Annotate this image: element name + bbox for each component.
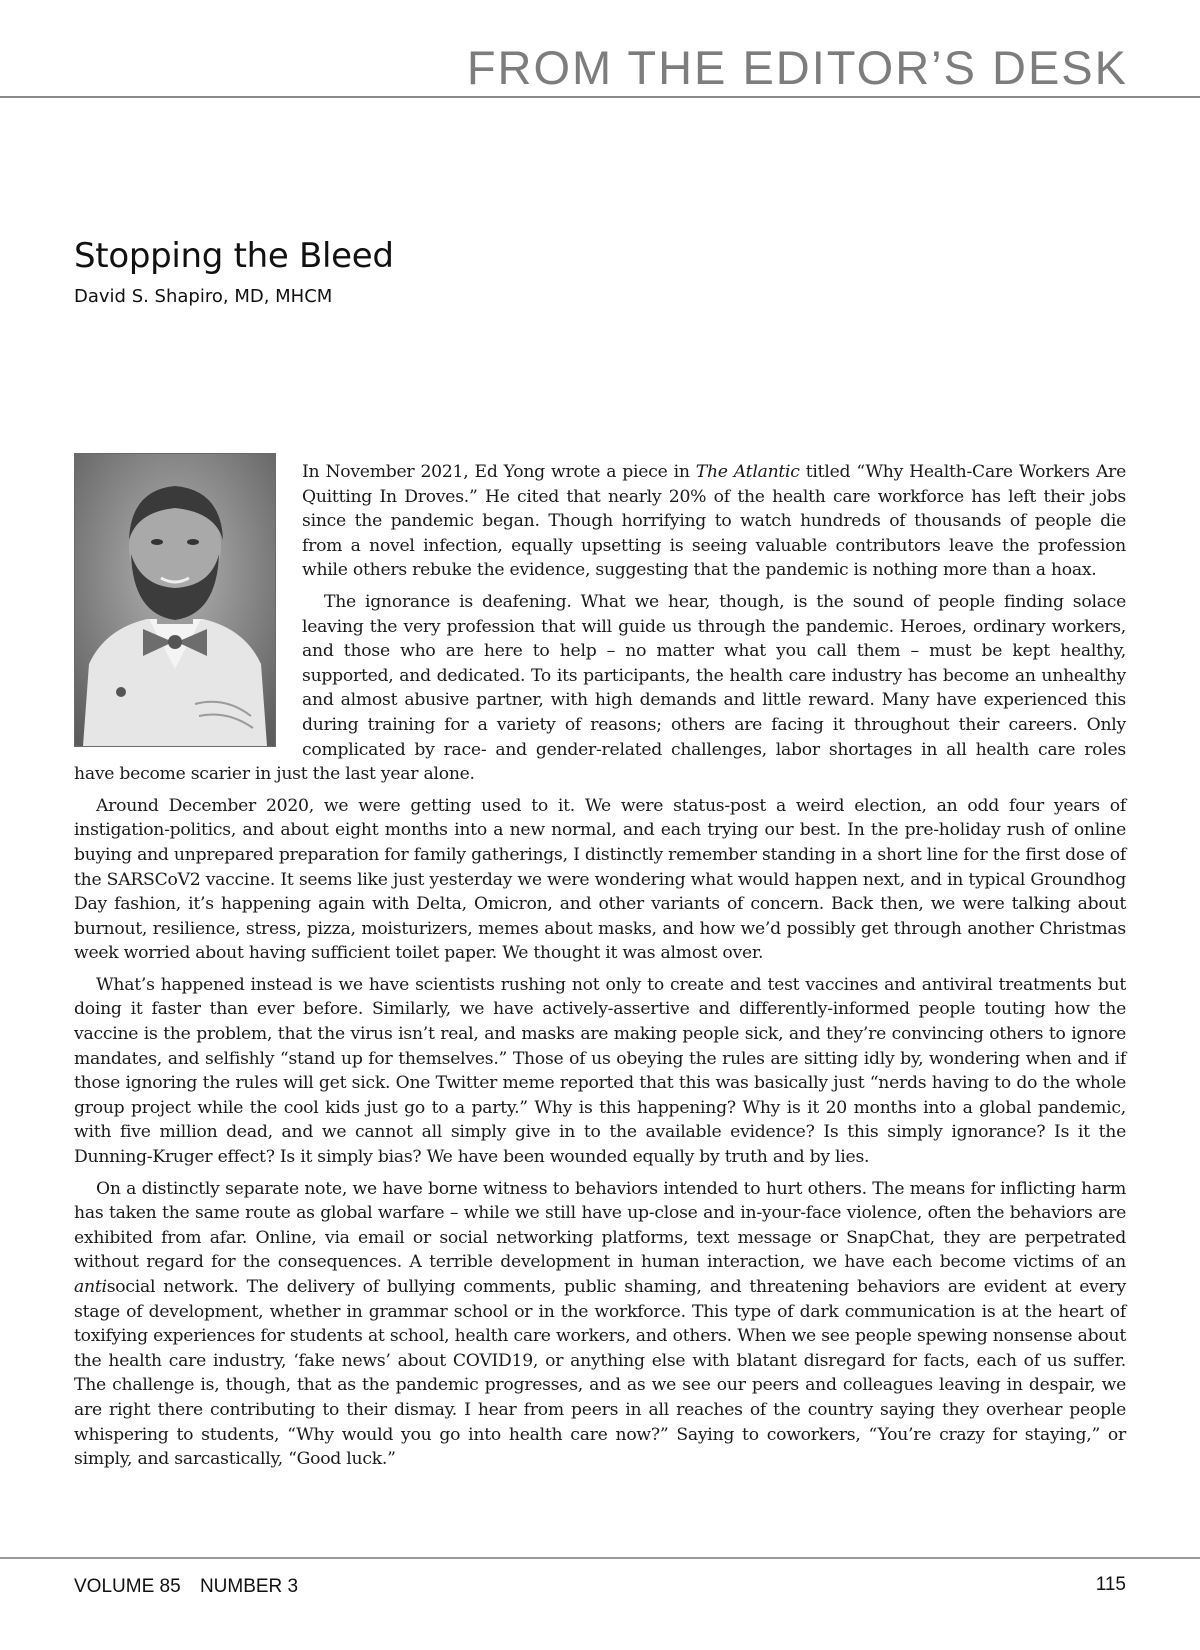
paragraph-2: The ignorance is deafening. What we hear, though, is the sound of people finding solace leaving the very profession that will guide us through the pandemic. Heroes, ordinary workers, and those who are here to help – no matter what you call them – must be kept healthy, supported, and dedicated. To its participants, the health care industry has become an unhealthy and almost abusive partner, with high demands and little reward. Many have experienced this during training for a variety of reasons; others are facing it throughout their careers. Only complicated by race- and gender-related challenges, labor shortages in all health care roles have become scarier in just the last year alone.	[74, 591, 1126, 785]
footer-rule	[0, 1557, 1200, 1559]
author-portrait	[74, 453, 276, 747]
publication-name: The Atlantic	[695, 462, 800, 482]
number-label: NUMBER 3	[199, 1576, 299, 1597]
page-number: 115	[1095, 1574, 1126, 1595]
section-title: FROM THE EDITOR’S DESK	[466, 41, 1128, 94]
italic-prefix: anti	[74, 1277, 107, 1297]
author-byline: David S. Shapiro, MD, MHCM	[74, 286, 333, 307]
issue-info	[74, 1576, 312, 1598]
volume-label: VOLUME 85	[74, 1576, 181, 1597]
paragraph-1: In November 2021, Ed Yong wrote a piece in The Atlantic titled “Why Health-Care Workers Are Quitting In Droves.” He cited that nearly 20% of the health care workforce has left their jobs since the pandemic began. Though horrifying to watch hundreds of thousands of people die from a novel infection, equally upsetting is seeing valuable contributors leave the profession while others rebuke the evidence, suggesting that the pandemic is nothing more than a hoax.	[302, 462, 1127, 581]
article-title: Stopping the Bleed	[74, 236, 394, 276]
paragraph-5: On a distinctly separate note, we have borne witness to behaviors intended to hurt others. The means for inflicting harm has taken the same route as global warfare – while we still have up-close and in-your-face violence, often the behaviors are exhibited from afar. Online, via email or social networking platforms, text message or SnapChat, they are perpetrated without regard for the consequences. A terrible development in human interaction, we have each become victims of an antisocial network. The delivery of bullying comments, public shaming, and threatening behaviors are evident at every stage of development, whether in grammar school or in the workforce. This type of dark communication is at the heart of toxifying experiences for students at school, health care workers, and others. When we see people spewing nonsense about the health care industry, ‘fake news’ about COVID19, or anything else with blatant disregard for facts, each of us suffer. The challenge is, though, that as the pandemic progresses, and as we see our peers and colleagues leaving in despair, we are right there contributing to their dismay. I hear from peers in all reaches of the country saying they overhear people whispering to students, “Why would you go into health care now?” Saying to coworkers, “You’re crazy for staying,” or simply, and sarcastically, “Good luck.”	[74, 1178, 1126, 1470]
author-portrait-illustration	[75, 454, 275, 746]
paragraph-3: Around December 2020, we were getting used to it. We were status-post a weird election, an odd four years of instigation-politics, and about eight months into a new normal, and each trying our best. In the pre-holiday rush of online buying and unprepared preparation for family gatherings, I distinctly remember standing in a short line for the first dose of the SARSCoV2 vaccine. It seems like just yesterday we were wondering what would happen next, and in typical Groundhog Day fashion, it’s happening again with Delta, Omicron, and other variants of concern. Back then, we were talking about burnout, resilience, stress, pizza, moisturizers, memes about masks, and how we’d possibly get through another Christmas week worried about having sufficient toilet paper. We thought it was almost over.	[74, 795, 1126, 964]
paragraph-4: What’s happened instead is we have scientists rushing not only to create and test vaccines and antiviral treatments but doing it faster than ever before. Similarly, we have actively-assertive and differently-informed people touting how the vaccine is the problem, that the virus isn’t real, and masks are making people sick, and they’re convincing others to ignore mandates, and selfishly “stand up for themselves.” Those of us obeying the rules are sitting idly by, wondering when and if those ignoring the rules will get sick. One Twitter meme reported that this was basically just “nerds having to do the whole group project while the cool kids just go to a party.” Why is this happening? Why is it 20 months into a global pandemic, with five million dead, and we cannot all simply give in to the available evidence? Is this simply ignorance? Is it the Dunning-Kruger effect? Is it simply bias? We have been wounded equally by truth and by lies.	[74, 974, 1126, 1168]
article-body	[74, 460, 1126, 1479]
header-rule	[0, 96, 1200, 98]
